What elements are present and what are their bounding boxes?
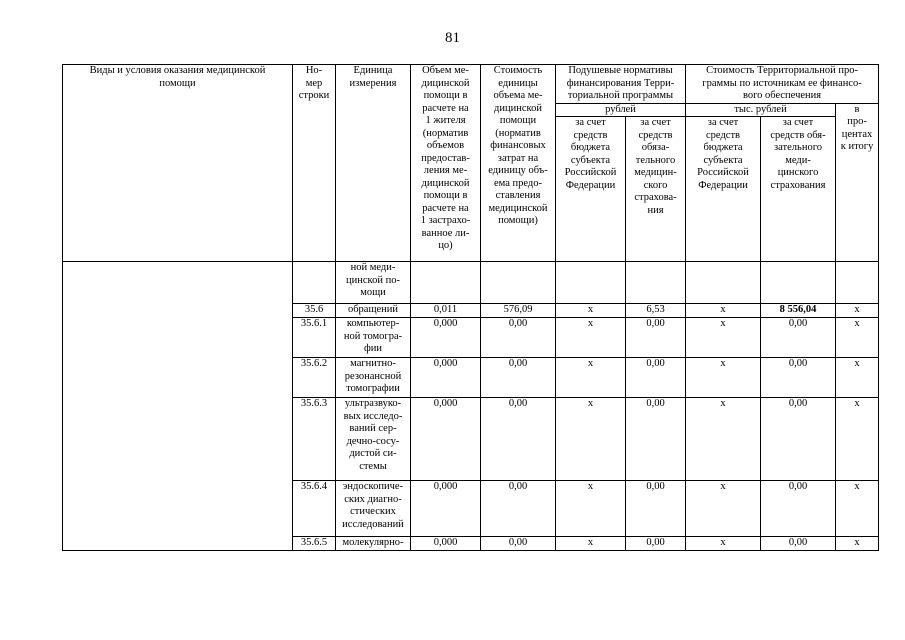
header-line: в [854, 103, 860, 115]
oms-norm-cell: 0,00 [626, 358, 686, 398]
budget-norm-cell: х [556, 318, 626, 358]
budget-norm-cell: х [556, 398, 626, 481]
volume-cell: 0,000 [411, 481, 481, 537]
header-unit [336, 65, 411, 262]
header-budget-funds-1 [556, 117, 626, 262]
budget-cost-cell: х [686, 304, 761, 318]
percent-cell: х [836, 537, 879, 551]
percent-cell: х [836, 481, 879, 537]
header-line: за счет [575, 117, 606, 128]
kind-of-care-cell [63, 262, 293, 551]
header-line: бюджета [703, 142, 743, 153]
volume-cell: 0,000 [411, 358, 481, 398]
row-number-cell: 35.6.2 [293, 358, 336, 398]
unit-cell [336, 358, 411, 398]
medical-care-cost-table [62, 64, 879, 551]
oms-norm-cell [626, 262, 686, 304]
header-line: Виды и условия оказания медицинской [89, 65, 266, 76]
header-line: Стоимость Территориальной про- [706, 65, 858, 76]
unit-line: ультразвуко- [344, 398, 402, 409]
header-line: Стоимость [493, 65, 543, 76]
budget-cost-cell: х [686, 481, 761, 537]
percent-cell [836, 262, 879, 304]
unit-cell [336, 318, 411, 358]
header-line: ления ме- [423, 165, 468, 176]
header-line: средств [706, 129, 740, 141]
unit-line: томографии [346, 383, 400, 394]
header-line: дицинской [421, 77, 470, 89]
header-kind-of-care [63, 65, 293, 262]
unit-cell [336, 398, 411, 481]
header-line: предостав- [421, 152, 470, 164]
oms-norm-cell: 0,00 [626, 481, 686, 537]
unit-line: ной меди- [350, 262, 396, 273]
budget-norm-cell: х [556, 358, 626, 398]
header-line: за счет [782, 117, 814, 128]
unit-cell [336, 481, 411, 537]
header-unit-rubles: рублей [556, 103, 686, 117]
percent-cell: х [836, 318, 879, 358]
budget-cost-cell: х [686, 398, 761, 481]
header-line: объемов [426, 140, 465, 151]
row-number-cell: 35.6.5 [293, 537, 336, 551]
unit-line: обращений [347, 304, 399, 315]
unit-line: компьютер- [346, 318, 400, 329]
budget-cost-cell: х [686, 537, 761, 551]
header-line: дицинской [494, 102, 542, 114]
volume-cell: 0,000 [411, 318, 481, 358]
unit-cost-cell: 0,00 [481, 481, 556, 537]
unit-line: дечно-сосу- [346, 435, 400, 447]
header-line: (норматив [495, 127, 541, 139]
header-line: помощи [159, 77, 196, 89]
header-line: средств [638, 129, 673, 141]
header-line: (норматив [422, 127, 469, 139]
oms-norm-cell: 0,00 [626, 318, 686, 358]
unit-cost-cell [481, 262, 556, 304]
header-line: медицинской [488, 202, 548, 214]
row-number-cell: 35.6.4 [293, 481, 336, 537]
header-line: дицинской [421, 177, 470, 189]
unit-line: вых исследо- [343, 410, 403, 422]
header-line: за счет [707, 117, 739, 128]
oms-cost-cell: 0,00 [761, 481, 836, 537]
header-program-cost [686, 65, 879, 104]
header-line: мер [305, 77, 323, 89]
header-line: тельного [635, 154, 676, 166]
oms-cost-cell: 0,00 [761, 318, 836, 358]
header-line: граммы по источникам ее финансо- [702, 77, 862, 89]
volume-cell: 0,011 [411, 304, 481, 318]
header-line: расчете на [422, 202, 469, 214]
percent-cell: х [836, 358, 879, 398]
header-unit-thousand-rubles: тыс. рублей [686, 103, 836, 117]
header-volume [411, 65, 481, 262]
percent-cell: х [836, 304, 879, 318]
oms-norm-cell: 6,53 [626, 304, 686, 318]
header-line: 1 застрахо- [420, 215, 471, 226]
budget-cost-cell: х [686, 358, 761, 398]
unit-cost-cell: 576,09 [481, 304, 556, 318]
unit-line: исследований [342, 518, 404, 530]
header-budget-funds-2 [686, 117, 761, 262]
unit-cell [336, 537, 411, 551]
header-line: помощи [499, 115, 537, 126]
volume-cell: 0,000 [411, 537, 481, 551]
row-number-cell: 35.6 [293, 304, 336, 318]
unit-line: ваний сер- [349, 423, 397, 434]
header-per-capita-norms [556, 65, 686, 104]
header-line: бюджета [570, 142, 611, 153]
header-line: ставления [495, 190, 541, 201]
budget-norm-cell [556, 262, 626, 304]
row-number-cell: 35.6.1 [293, 318, 336, 358]
page-number: 81 [445, 30, 460, 46]
header-line: 1 жителя [425, 115, 466, 126]
header-line: Подушевые нормативы [568, 65, 673, 76]
header-unit-cost [481, 65, 556, 262]
header-line: финансирования Терри- [566, 77, 675, 89]
header-line: субъекта [703, 154, 743, 166]
table-row [63, 262, 879, 304]
header-line: единицы [498, 77, 538, 89]
header-line: помощи) [498, 215, 538, 226]
header-line: финансовых [490, 140, 546, 151]
header-line: средств обя- [770, 129, 826, 141]
unit-cost-cell: 0,00 [481, 537, 556, 551]
header-line: ского [643, 179, 668, 191]
unit-line: ной томогра- [343, 330, 403, 342]
header-line: зательного [774, 142, 822, 153]
header-line: страхова- [634, 192, 677, 203]
header-line: центах [841, 128, 873, 140]
unit-line: фии [363, 343, 383, 354]
header-line: помощи в [423, 190, 468, 201]
unit-cell [336, 262, 411, 304]
budget-norm-cell: х [556, 481, 626, 537]
row-number-cell: 35.6.3 [293, 398, 336, 481]
header-line: строки [298, 90, 330, 101]
header-line: субъекта [570, 154, 611, 166]
header-line: средств [573, 129, 608, 141]
header-oms-funds-1 [626, 117, 686, 262]
oms-cost-cell: 0,00 [761, 398, 836, 481]
header-line: Но- [305, 65, 323, 76]
header-line: ния [647, 204, 664, 216]
header-line: вого обеспечения [742, 90, 822, 101]
header-oms-funds-2 [761, 117, 836, 262]
unit-cost-cell: 0,00 [481, 318, 556, 358]
header-row-number [293, 65, 336, 262]
header-line: Российской [564, 167, 617, 178]
unit-cost-cell: 0,00 [481, 358, 556, 398]
unit-line: мощи [360, 287, 386, 298]
oms-norm-cell: 0,00 [626, 398, 686, 481]
unit-line: резонансной [344, 370, 402, 382]
header-line: помощи в [423, 90, 468, 101]
header-line: Единица [353, 65, 393, 76]
header-line: измерения [349, 77, 397, 89]
header-line: Федерации [565, 179, 616, 191]
budget-norm-cell: х [556, 304, 626, 318]
oms-cost-cell: 0,00 [761, 537, 836, 551]
unit-line: молекулярно- [342, 537, 404, 548]
header-line: Федерации [698, 179, 748, 191]
volume-cell: 0,000 [411, 398, 481, 481]
unit-cost-cell: 0,00 [481, 398, 556, 481]
volume-cell [411, 262, 481, 304]
header-percent-total [836, 103, 879, 262]
header-line: объема ме- [493, 90, 543, 101]
header-line: за счет [640, 117, 671, 128]
header-line: затрат на [497, 152, 539, 164]
header-line: ториальной программы [567, 90, 674, 101]
header-line: расчете на [422, 102, 469, 114]
unit-line: цинской по- [346, 274, 400, 286]
unit-line: ских диагно- [344, 493, 402, 505]
oms-cost-cell: 8 556,04 [761, 304, 836, 318]
header-line: меди- [785, 154, 811, 166]
header-line: Российской [697, 167, 749, 178]
header-line: ема предо- [494, 177, 542, 189]
budget-cost-cell [686, 262, 761, 304]
header-line: ванное ли- [421, 227, 470, 239]
budget-cost-cell: х [686, 318, 761, 358]
table-body [63, 262, 879, 551]
header-line: про- [847, 116, 867, 127]
header-line: Объем ме- [422, 65, 469, 76]
unit-line: эндоскопиче- [342, 481, 404, 492]
percent-cell: х [836, 398, 879, 481]
oms-cost-cell [761, 262, 836, 304]
header-line: страхования [770, 179, 826, 191]
header-row-1 [63, 65, 879, 104]
header-line: цо) [438, 240, 453, 251]
budget-norm-cell: х [556, 537, 626, 551]
row-number-cell [293, 262, 336, 304]
unit-line: дистой си- [349, 448, 397, 459]
header-line: обяза- [641, 142, 670, 153]
header-line: медицин- [634, 167, 677, 178]
oms-cost-cell: 0,00 [761, 358, 836, 398]
oms-norm-cell: 0,00 [626, 537, 686, 551]
header-line: единицу объ- [488, 165, 548, 176]
unit-cell [336, 304, 411, 318]
unit-line: магнитно- [350, 358, 396, 369]
header-line: цинского [777, 167, 819, 178]
unit-line: стемы [359, 460, 387, 472]
header-line: к итогу [840, 141, 874, 152]
unit-line: стических [350, 506, 396, 517]
